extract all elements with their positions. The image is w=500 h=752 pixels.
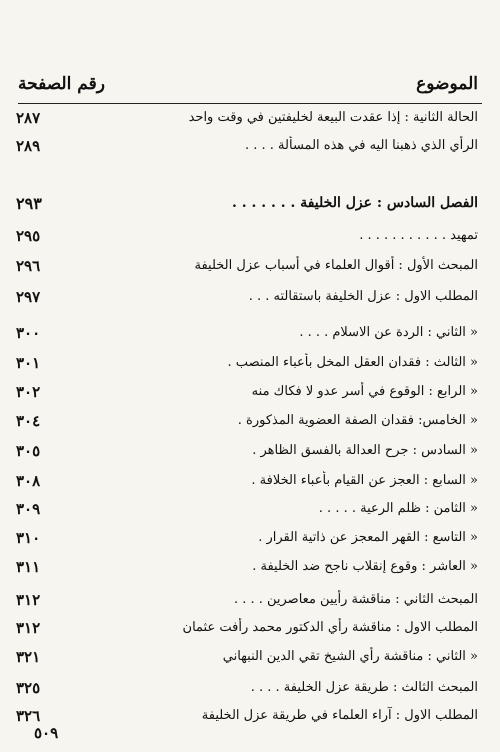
toc-entry-page: ٣٠١ — [16, 354, 41, 372]
toc-entry-title: المبحث الثالث : طريقة عزل الخليفة . . . . — [250, 680, 478, 695]
toc-entry-title: المطلب الاول : مناقشة رأي الدكتور محمد رأفت عثمان — [182, 620, 478, 635]
toc-entry-title: « الثاني : الردة عن الاسلام . . . . — [299, 325, 478, 340]
toc-entry — [16, 676, 478, 700]
toc-entry-page: ٣١٠ — [16, 529, 41, 547]
toc-entry-page: ٣٢٦ — [16, 707, 41, 725]
toc-entry-title: « الثاني : مناقشة رأي الشيخ تقي الدين النبهاني — [222, 649, 478, 664]
toc-entry — [16, 409, 478, 433]
toc-entry — [16, 526, 478, 550]
toc-entry-page: ٣٢٥ — [16, 679, 41, 697]
toc-entry — [16, 134, 478, 158]
toc-entry-page: ٣٠٠ — [16, 324, 41, 342]
toc-entry — [16, 469, 478, 493]
toc-entry — [16, 285, 478, 309]
toc-entry-title: « السادس : جرح العدالة بالفسق الظاهر . — [252, 443, 478, 458]
toc-entry-title: الحالة الثانية : إذا عقدت البيعة لخليفتين في وقت واحد — [188, 110, 478, 125]
toc-entry — [16, 224, 478, 248]
toc-entry — [16, 645, 478, 669]
toc-entry-page: ٣٢١ — [16, 648, 41, 666]
toc-entry-page: ٢٩٧ — [16, 288, 41, 306]
subject-column-header: الموضوع — [416, 74, 478, 94]
toc-entry-title: « السابع : العجز عن القيام بأعباء الخلافة . — [251, 473, 478, 488]
toc-entry-page: ٢٩٦ — [16, 257, 41, 275]
toc-entry — [16, 439, 478, 463]
toc-entry — [16, 106, 478, 130]
toc-entry-title: « التاسع : القهر المعجز عن ذاتية القرار . — [258, 530, 478, 545]
toc-entry-title: المطلب الاول : آراء العلماء في طريقة عزل الخليفة — [201, 708, 478, 723]
toc-entry-page: ٣١٢ — [16, 591, 41, 609]
toc-entry-title: « الثالث : فقدان العقل المخل بأعباء المنصب . — [227, 355, 478, 370]
toc-entry-title: « الخامس: فقدان الصفة العضوية المذكورة . — [237, 413, 478, 428]
toc-entry — [16, 191, 478, 215]
toc-entry-page: ٢٨٧ — [16, 109, 41, 127]
toc-entry-title: المبحث الأول : أقوال العلماء في أسباب عزل الخليفة — [194, 258, 478, 273]
page-number-column-header: رقم الصفحة — [18, 74, 105, 94]
toc-entry-title: « الثامن : ظلم الرعية . . . . . — [318, 501, 478, 516]
toc-entry-page: ٢٩٥ — [16, 227, 41, 245]
toc-entry-page: ٣١٢ — [16, 619, 41, 637]
toc-entry-page: ٢٩٣ — [16, 193, 42, 213]
toc-entry-title: المبحث الثاني : مناقشة رأيين معاصرين . . . . — [233, 592, 478, 607]
toc-entry-title: « الرابع : الوقوع في أسر عدو لا فكاك منه — [251, 384, 478, 399]
toc-entry-title: تمهيد . . . . . . . . . . . — [359, 228, 478, 243]
toc-entry — [16, 704, 478, 728]
toc-entry — [16, 380, 478, 404]
toc-entry — [16, 321, 478, 345]
toc-entry — [16, 351, 478, 375]
toc-entry-title: المطلب الاول : عزل الخليفة باستقالته . . . — [248, 289, 478, 304]
toc-entry — [16, 555, 478, 579]
toc-entry-page: ٣٠٩ — [16, 500, 41, 518]
header-rule — [18, 103, 482, 104]
toc-entry-page: ٢٨٩ — [16, 137, 41, 155]
toc-entry — [16, 497, 478, 521]
toc-entry-page: ٣٠٨ — [16, 472, 41, 490]
toc-entry-page: ٣١١ — [16, 558, 41, 576]
toc-entry-title: « العاشر : وقوع إنقلاب ناجح ضد الخليفة . — [252, 559, 478, 574]
toc-entry — [16, 588, 478, 612]
toc-entry-title: الفصل السادس : عزل الخليفة . . . . . . . — [231, 195, 478, 211]
toc-entry-page: ٣٠٢ — [16, 383, 41, 401]
toc-entry-page: ٣٠٥ — [16, 442, 41, 460]
toc-entry — [16, 616, 478, 640]
toc-entry-title: الرأي الذي ذهبنا اليه في هذه المسألة . . . . — [245, 138, 478, 153]
page-folio: ٥٠٩ — [34, 724, 59, 742]
toc-entry-page: ٣٠٤ — [16, 412, 41, 430]
toc-entry — [16, 254, 478, 278]
